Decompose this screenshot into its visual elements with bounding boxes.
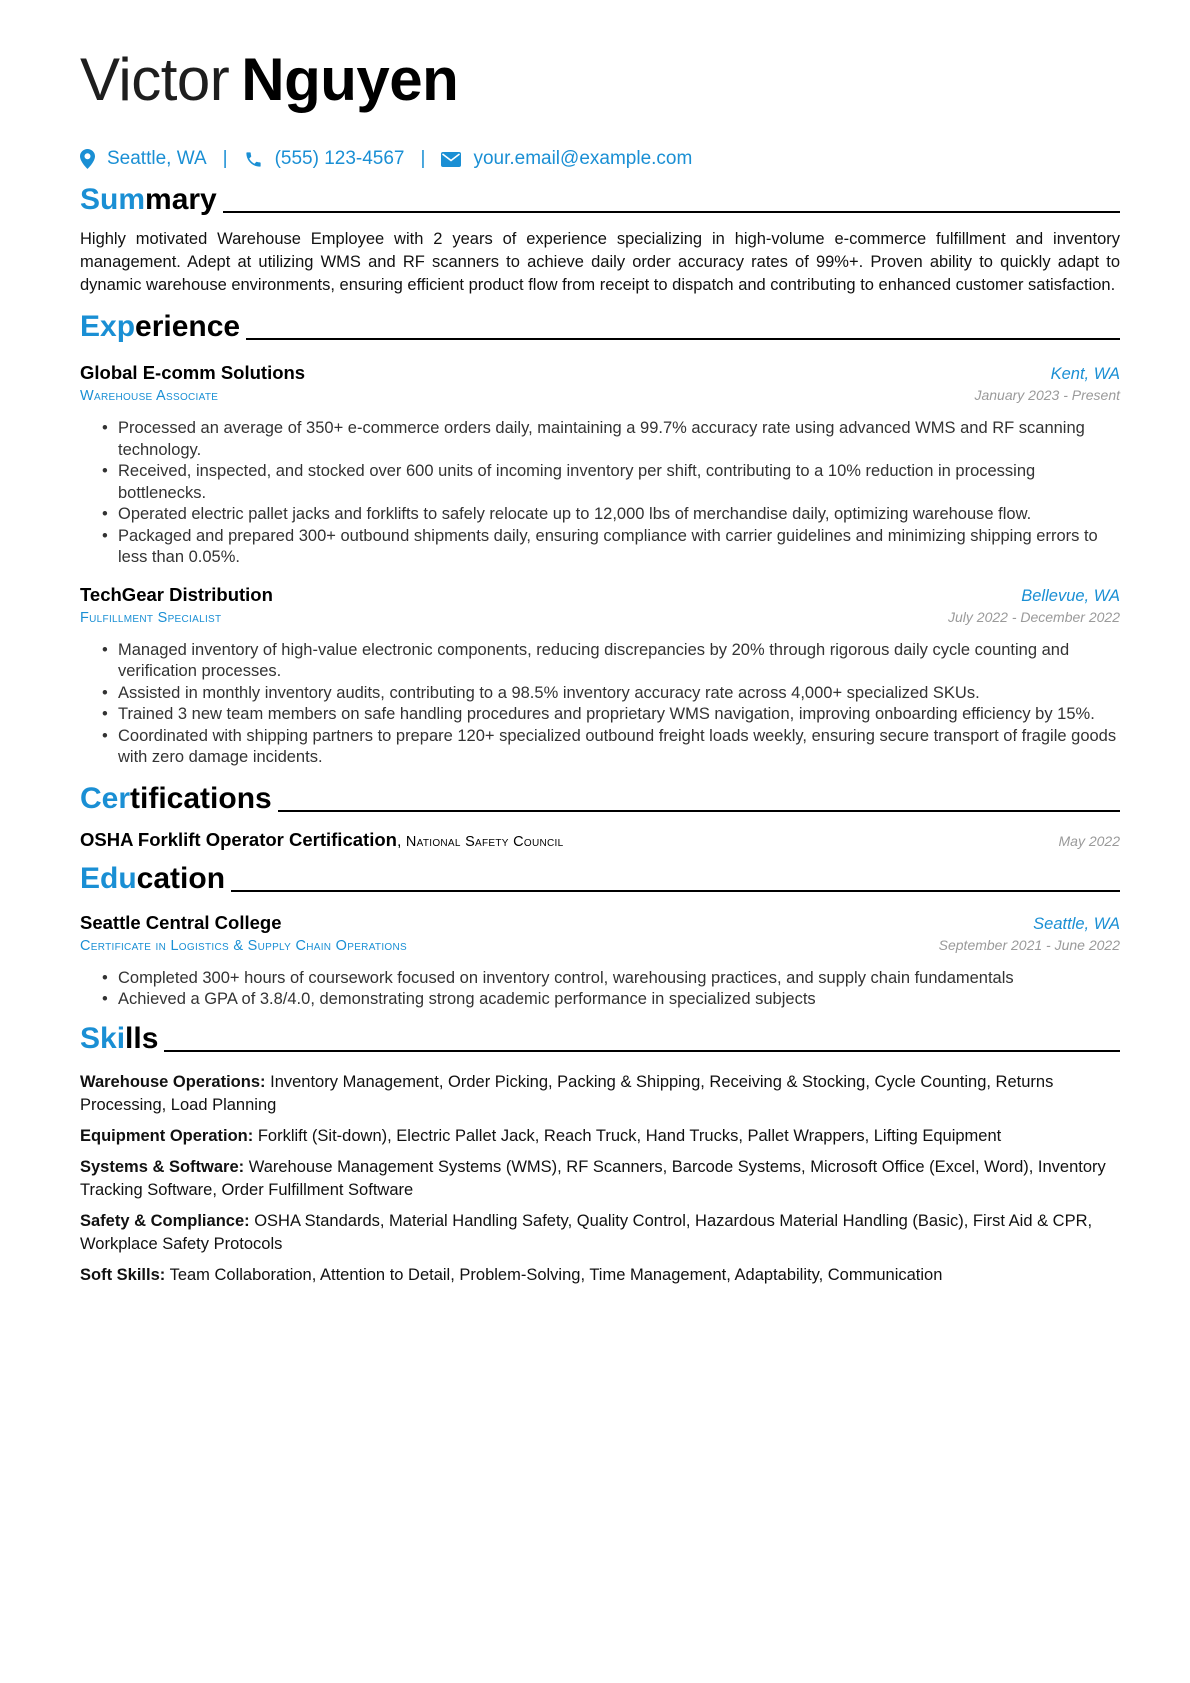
cert-issuer: National Safety Council [405, 833, 564, 850]
email-link[interactable]: your.email@example.com [473, 148, 693, 169]
cert-date: May 2022 [1058, 832, 1120, 849]
job-role: Warehouse Associate [80, 388, 219, 404]
contact-email[interactable] [441, 148, 692, 170]
skill-group [80, 1156, 1120, 1202]
section-divider [223, 211, 1120, 213]
skill-category: Equipment Operation: [80, 1126, 254, 1145]
first-name: Victor [80, 46, 230, 113]
school-location: Seattle, WA [1033, 914, 1120, 933]
list-item: • Managed inventory of high-value electronic components, reducing discrepancies by 20% through rigorous daily cycle counting and verification processes. [118, 640, 1120, 683]
title-accent: Sum [80, 183, 146, 216]
title-rest: tifications [130, 781, 272, 815]
skill-group [80, 1264, 1120, 1287]
skills-list [80, 1071, 1120, 1287]
company-name: TechGear Distribution [80, 583, 273, 605]
education-dates: September 2021 - June 2022 [938, 936, 1120, 953]
skill-items: Forklift (Sit-down), Electric Pallet Jack, Reach Truck, Hand Trucks, Pallet Wrappers, Lifting Equipment [257, 1126, 1002, 1145]
section-divider [231, 890, 1120, 892]
section-divider [164, 1050, 1120, 1052]
section-divider [246, 338, 1120, 340]
title-accent: Ski [80, 1021, 126, 1055]
phone-icon [244, 150, 263, 169]
job-bullets [80, 640, 1120, 769]
school-name: Seattle Central College [80, 911, 282, 933]
section-divider [278, 810, 1120, 812]
job-dates: January 2023 - Present [974, 387, 1120, 403]
job-dates: July 2022 - December 2022 [948, 608, 1120, 625]
envelope-icon [441, 152, 461, 167]
contact-line [80, 144, 1120, 174]
skill-items: Inventory Management, Order Picking, Packing & Shipping, Receiving & Stocking, Cycle Counting, Returns Processing, Load Planning [80, 1072, 1054, 1114]
education-entry [80, 911, 1120, 1011]
program-name: Certificate in Logistics & Supply Chain Operations [80, 937, 407, 954]
section-skills-title [80, 1019, 1120, 1059]
list-item: • Operated electric pallet jacks and forklifts to safely relocate up to 12,000 lbs of merchandise daily, optimizing warehouse flow. [118, 504, 1120, 526]
list-item: • Coordinated with shipping partners to prepare 120+ specialized outbound freight loads weekly, ensuring secure transport of fragile goods with zero damage incidents. [118, 726, 1120, 769]
contact-separator: | [420, 148, 426, 169]
title-accent: Exp [80, 310, 136, 343]
section-education-title [80, 859, 1120, 899]
title-rest: lls [125, 1021, 159, 1055]
skill-items: OSHA Standards, Material Handling Safety, Quality Control, Hazardous Material Handling (Basic), First Aid & CPR, Workplace Safety Protocols [80, 1211, 1093, 1253]
contact-phone[interactable] [244, 148, 405, 170]
summary-text: Highly motivated Warehouse Employee with 2 years of experience specializing in high-volume e-commerce fulfillment and inventory management. Adept at utilizing WMS and RF scanners to achieve daily order accuracy rates of 99%+. Proven ability to quickly adapt to dynamic warehouse environments, ensuring efficient product flow from receipt to dispatch and contributing to enhanced customer satisfaction. [80, 230, 1120, 294]
certification-entry: OSHA Forklift Operator Certification, National Safety Council May 2022 [80, 828, 1120, 850]
list-item: • Received, inspected, and stocked over 600 units of incoming inventory per shift, contributing to a 10% reduction in processing bottlenecks. [118, 461, 1120, 504]
list-item: • Packaged and prepared 300+ outbound shipments daily, ensuring compliance with carrier guidelines and minimizing shipping errors to less than 0.05%. [118, 526, 1120, 569]
skill-category: Safety & Compliance: [80, 1211, 250, 1230]
job-location: Kent, WA [1050, 365, 1120, 383]
skill-group [80, 1210, 1120, 1256]
skill-group [80, 1071, 1120, 1117]
title-accent: Cer [80, 781, 131, 815]
last-name: Nguyen [241, 46, 459, 113]
section-certifications-title [80, 779, 1120, 819]
skill-group [80, 1125, 1120, 1148]
list-item: • Assisted in monthly inventory audits, contributing to a 98.5% inventory accuracy rate across 4,000+ specialized SKUs. [118, 683, 1120, 705]
title-rest: mary [145, 183, 217, 216]
contact-separator: | [222, 148, 228, 169]
company-name: Global E-comm Solutions [80, 362, 306, 383]
job-bullets [80, 418, 1120, 569]
skill-category: Warehouse Operations: [80, 1072, 266, 1091]
job-role: Fulfillment Specialist [80, 609, 222, 626]
location-text: Seattle, WA [107, 148, 207, 169]
map-pin-icon [80, 149, 95, 169]
list-item: • Achieved a GPA of 3.8/4.0, demonstrating strong academic performance in specialized subjects [118, 989, 1120, 1011]
job-entry [80, 583, 1120, 769]
title-rest: erience [135, 310, 241, 343]
job-location: Bellevue, WA [1021, 586, 1120, 605]
skill-category: Soft Skills: [80, 1265, 166, 1284]
contact-location [80, 148, 207, 170]
section-summary-title [80, 180, 1120, 220]
job-entry [80, 361, 1120, 569]
education-bullets [80, 968, 1120, 1011]
resume-page [80, 40, 1120, 1295]
list-item: • Trained 3 new team members on safe handling procedures and proprietary WMS navigation, improving onboarding efficiency by 15%. [118, 704, 1120, 726]
phone-text: (555) 123-4567 [274, 148, 405, 169]
section-experience-title [80, 307, 1120, 347]
candidate-name [80, 40, 1120, 120]
skill-items: Team Collaboration, Attention to Detail, Problem-Solving, Time Management, Adaptability, Communication [169, 1265, 943, 1284]
title-accent: Edu [80, 861, 137, 895]
skill-items: Warehouse Management Systems (WMS), RF Scanners, Barcode Systems, Microsoft Office (Excel, Word), Inventory Tracking Software, Order Fulfillment Software [80, 1157, 1106, 1199]
list-item: • Completed 300+ hours of coursework focused on inventory control, warehousing practices, and supply chain fundamentals [118, 968, 1120, 990]
skill-category: Systems & Software: [80, 1157, 245, 1176]
cert-name: OSHA Forklift Operator Certification [80, 828, 397, 850]
list-item: • Processed an average of 350+ e-commerce orders daily, maintaining a 99.7% accuracy rate using advanced WMS and RF scanning technology. [118, 418, 1120, 461]
title-rest: cation [136, 861, 226, 895]
